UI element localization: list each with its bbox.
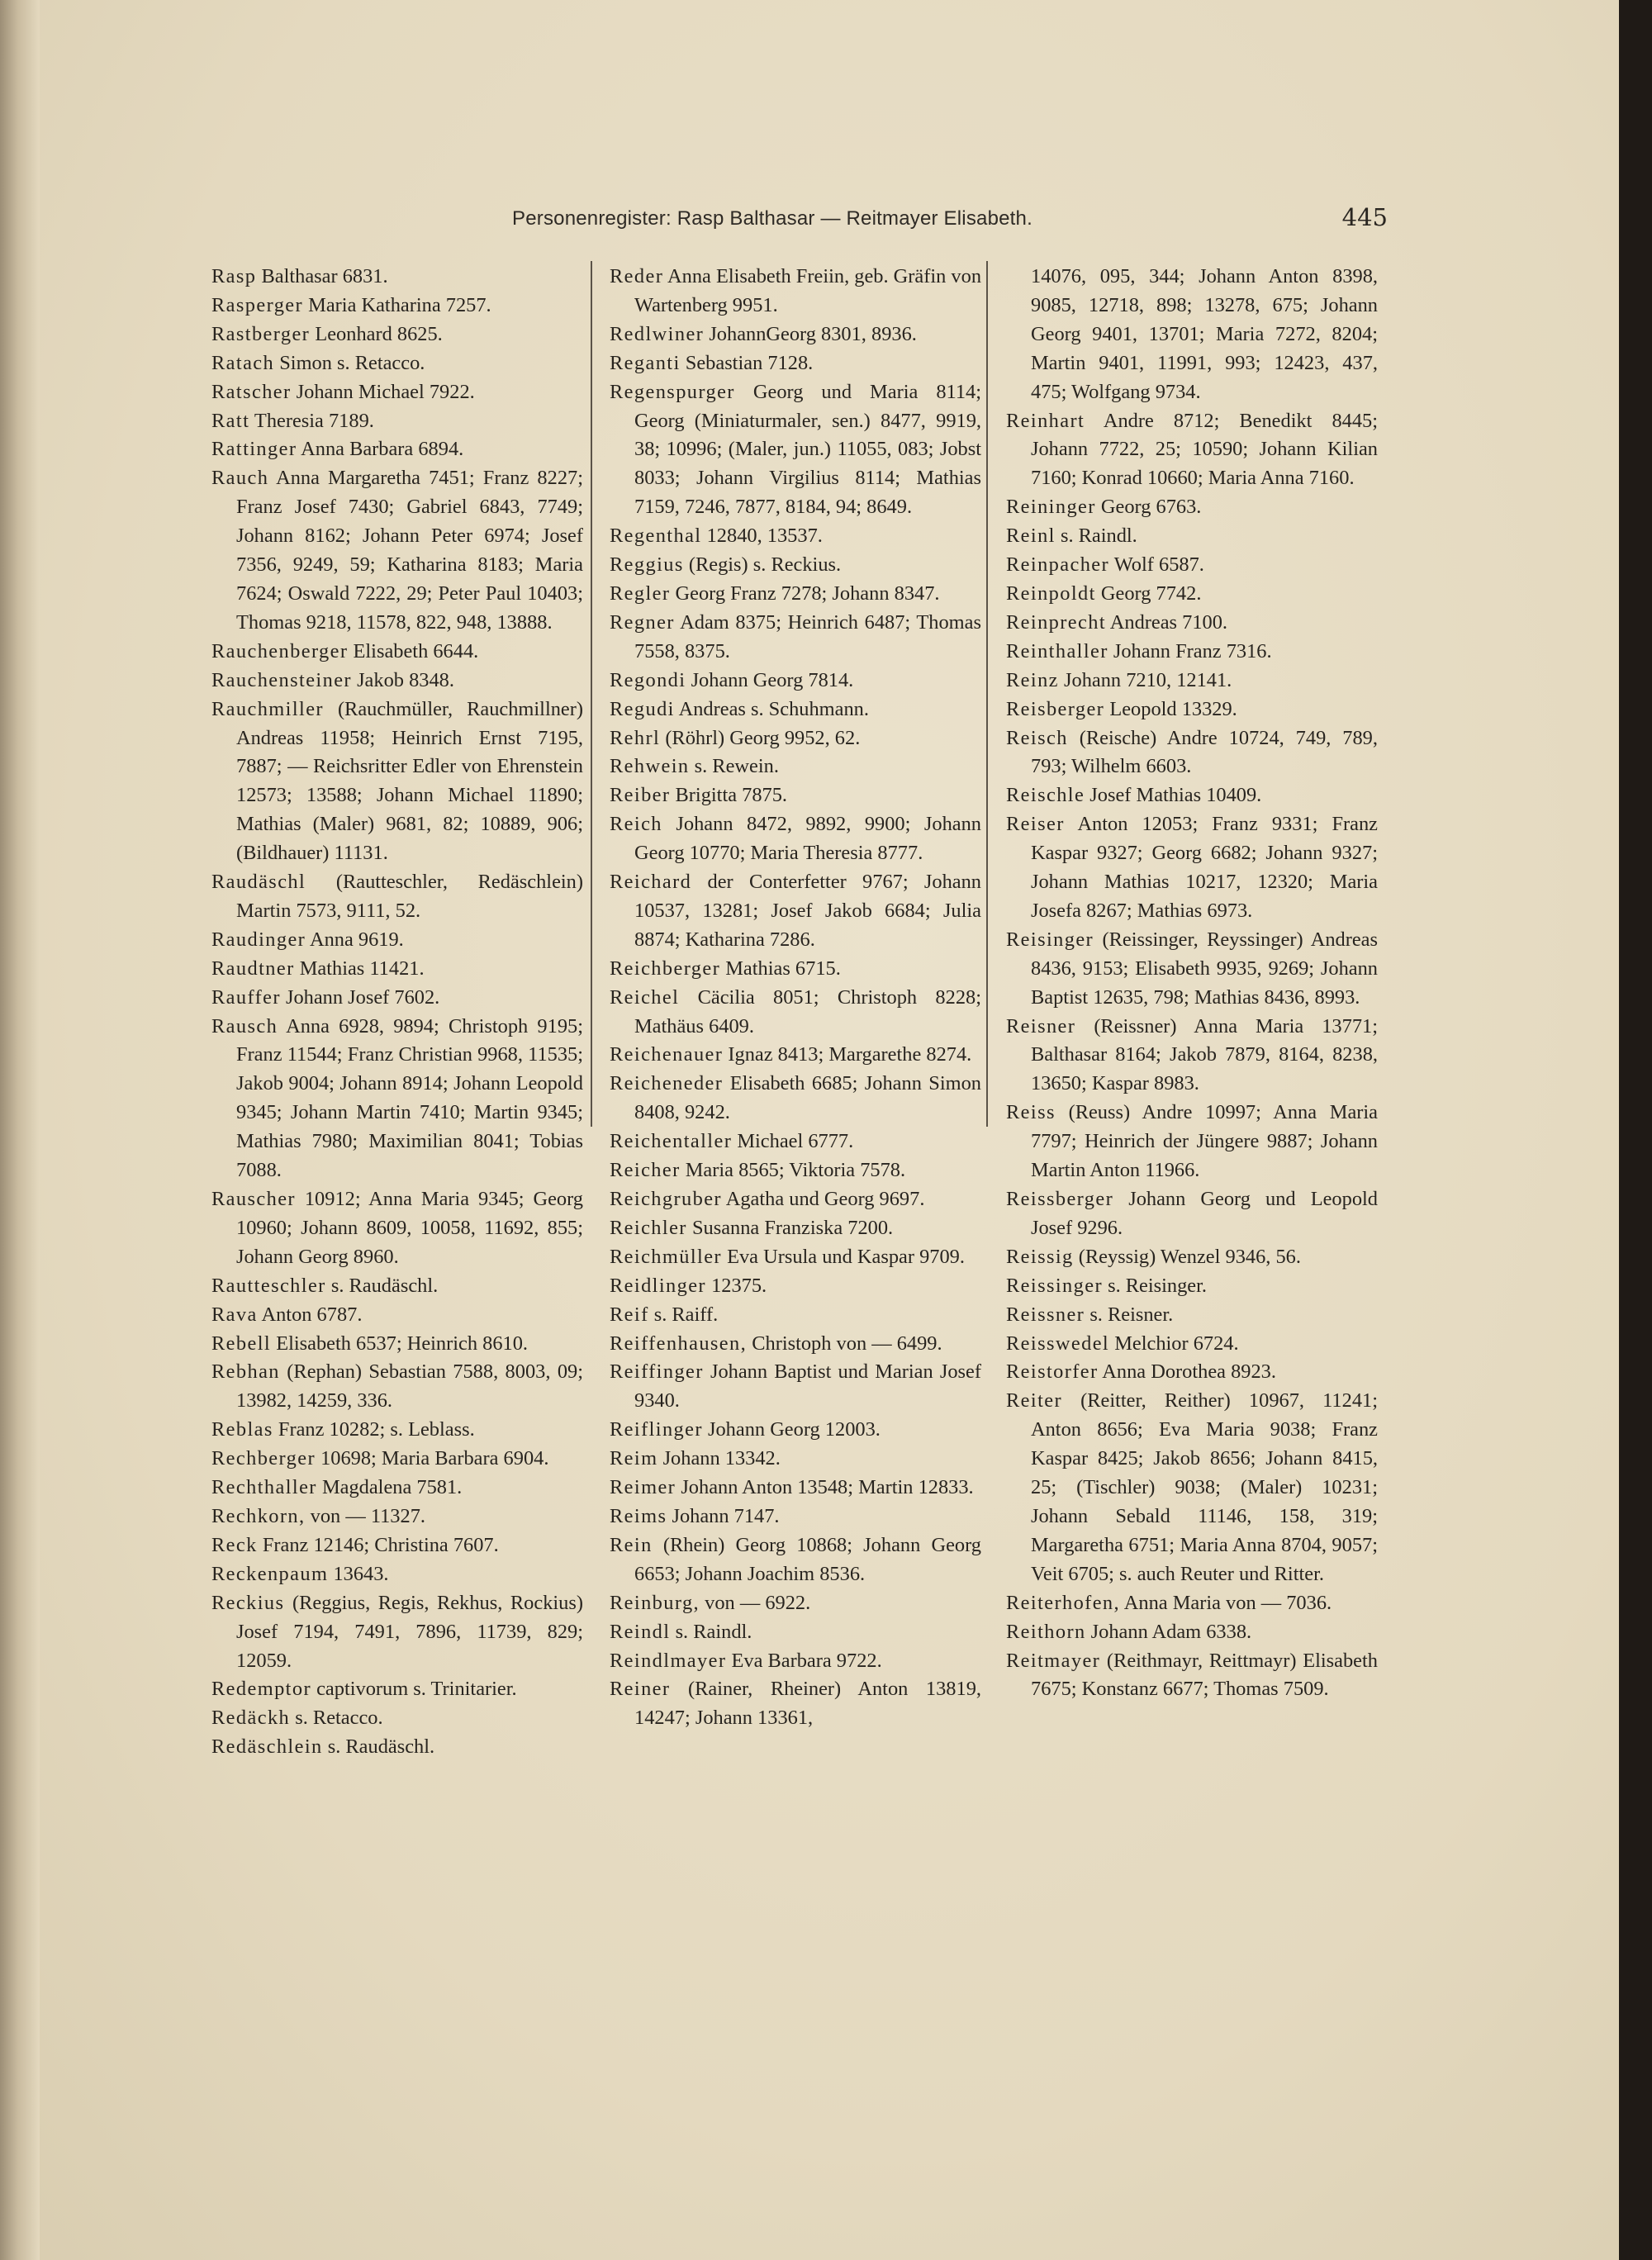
index-entry: [1006, 781, 1378, 810]
index-entry: [211, 984, 583, 1013]
index-entry: [1006, 1647, 1378, 1705]
index-entry: [211, 1013, 583, 1185]
entry-references: s. Reisinger.: [1108, 1274, 1208, 1297]
entry-references: Johann 7210, 12141.: [1064, 668, 1232, 691]
entry-surname: Regenspurger: [610, 380, 735, 403]
entry-surname: Reggius: [610, 553, 684, 577]
index-entry: [211, 667, 583, 696]
index-entry: [610, 1156, 981, 1185]
entry-references: Georg Franz 7278; Johann 8347.: [675, 582, 940, 605]
entry-references: Anna Margaretha 7451; Franz 8227; Franz Josef 7430; Gabriel 6843, 7749; Johann 8162; Johann Peter 6974; Josef 7356, 9249, 59; Katharina 8183; Maria 7624; Oswald 7222, 29; Peter Paul 10403; Thomas 9218, 11578, 822, 948, 13888.: [236, 467, 583, 634]
index-entry: [610, 724, 981, 753]
entry-references: 10912; Anna Maria 9345; Georg 10960; Johann 8609, 10058, 11692, 855; Johann Georg 8960.: [236, 1188, 583, 1268]
entry-references: (Reyssig) Wenzel 9346, 56.: [1078, 1245, 1301, 1268]
entry-references: Andreas 7100.: [1109, 610, 1228, 634]
index-entry: [610, 378, 981, 523]
entry-surname: Rautteschler: [211, 1274, 326, 1297]
index-entry: [610, 1272, 981, 1301]
entry-surname: Redäckh: [211, 1707, 291, 1730]
entry-surname: Reischle: [1006, 784, 1085, 807]
entry-references: (Rhein) Georg 10868; Johann Georg 6653; Johann Joachim 8536.: [634, 1533, 981, 1585]
entry-references: Johann 13342.: [662, 1447, 781, 1470]
index-entry: [610, 984, 981, 1042]
entry-surname: Regler: [610, 582, 671, 605]
entry-surname: Reif: [610, 1303, 649, 1326]
entry-references: Anna Barbara 6894.: [301, 438, 464, 461]
entry-references: Ignaz 8413; Margarethe 8274.: [728, 1043, 972, 1066]
index-entry: [610, 1214, 981, 1243]
entry-surname: Raudinger: [211, 928, 306, 951]
index-entry: [610, 349, 981, 378]
entry-references: s. Raindl.: [1060, 525, 1137, 548]
index-entry: [211, 1675, 583, 1704]
index-entry: [1006, 580, 1378, 609]
entry-references: captivorum s. Trinitarier.: [316, 1678, 517, 1701]
entry-surname: Rasperger: [211, 293, 304, 316]
index-entry: [610, 781, 981, 810]
entry-surname: Rechthaller: [211, 1476, 317, 1499]
index-entry: [1006, 810, 1378, 926]
index-entry: [610, 1185, 981, 1214]
index-entry: [610, 1675, 981, 1733]
running-title: Personenregister: Rasp Balthasar — Reitmayer Elisabeth.: [512, 207, 1032, 230]
entry-references: (Regis) s. Reckius.: [688, 553, 842, 577]
entry-references: 13643.: [333, 1562, 389, 1585]
entry-references: s. Raudäschl.: [330, 1274, 439, 1297]
entry-references: Jakob 8348.: [357, 668, 454, 691]
entry-references: s. Raudäschl.: [327, 1735, 435, 1759]
index-column-3: [1006, 263, 1378, 1704]
entry-references: (Reitter, Reither) 10967, 11241; Anton 8656; Eva Maria 9038; Franz Kaspar 8425; Jakob 8656; Johann 8415, 25; (Tischler) 9038; (Maler) 10231; Johann Sebald 11146, 158, 319; Margaretha 6751; Maria Anna 8704, 9057; Veit 6705; s. auch Reuter und Ritter.: [1031, 1389, 1378, 1585]
entry-references: Anna Elisabeth Freiin, geb. Gräfin von Wartenberg 9951.: [634, 265, 982, 316]
index-entry: [211, 1445, 583, 1474]
entry-surname: Rein: [610, 1533, 653, 1556]
entry-references: Simon s. Retacco.: [279, 351, 425, 374]
entry-surname: Reinhart: [1006, 409, 1085, 432]
entry-references: Johann Georg 12003.: [708, 1418, 881, 1441]
dark-scan-edge: [1619, 0, 1652, 2260]
entry-surname: Regudi: [610, 697, 675, 720]
entry-references: Anna Maria von — 7036.: [1123, 1591, 1332, 1614]
entry-references: Leonhard 8625.: [315, 322, 443, 345]
entry-references: (Reithmayr, Reittmayr) Elisabeth 7675; Konstanz 6677; Thomas 7509.: [1031, 1649, 1378, 1701]
index-entry: [211, 1301, 583, 1330]
index-entry: [211, 1733, 583, 1762]
entry-references: von — 6922.: [705, 1591, 811, 1614]
index-entry: [610, 1128, 981, 1156]
index-entry: [610, 1531, 981, 1589]
entry-surname: Reinprecht: [1006, 610, 1107, 634]
entry-references: s. Rewein.: [694, 755, 779, 778]
entry-references: der Conterfetter 9767; Johann 10537, 13281; Josef Jakob 6684; Julia 8874; Katharina 7286.: [634, 871, 981, 951]
index-entry: [1006, 263, 1378, 407]
index-entry: [610, 753, 981, 781]
entry-references: Elisabeth 6685; Johann Simon 8408, 9242.: [634, 1072, 981, 1124]
entry-surname: Rasp: [211, 265, 257, 287]
index-entry: [211, 1474, 583, 1503]
entry-references: 10698; Maria Barbara 6904.: [320, 1447, 549, 1470]
entry-surname: Reiber: [610, 784, 671, 807]
entry-surname: Reiffinger: [610, 1360, 704, 1384]
entry-references: s. Reisner.: [1089, 1303, 1174, 1326]
entry-references: (Reische) Andre 10724, 749, 789, 793; Wilhelm 6603.: [1031, 726, 1378, 778]
entry-surname: Reckius: [211, 1591, 285, 1614]
entry-references: Theresia 7189.: [254, 409, 374, 432]
entry-references: Johann Georg und Leopold Josef 9296.: [1031, 1188, 1378, 1239]
index-entry: [610, 696, 981, 724]
entry-references: Johann Adam 6338.: [1090, 1620, 1252, 1643]
entry-surname: Regenthal: [610, 525, 702, 548]
index-entry: [610, 1647, 981, 1676]
index-entry: [211, 638, 583, 667]
entry-references: Leopold 13329.: [1109, 697, 1237, 720]
entry-surname: Rauchensteiner: [211, 668, 352, 691]
page-header: [206, 203, 1388, 238]
entry-references: Wolf 6587.: [1113, 553, 1204, 577]
entry-references: (Reissner) Anna Maria 13771; Balthasar 8164; Jakob 7879, 8164, 8238, 13650; Kaspar 8983.: [1031, 1014, 1378, 1095]
entry-references: JohannGeorg 8301, 8936.: [709, 322, 917, 345]
index-entry: [1006, 493, 1378, 522]
entry-surname: Reistorfer: [1006, 1360, 1099, 1384]
entry-surname: Reicheneder: [610, 1072, 724, 1095]
entry-surname: Rehwein: [610, 755, 690, 778]
index-entry: [211, 407, 583, 436]
entry-surname: Reiterhofen,: [1006, 1591, 1121, 1614]
entry-references: Agatha und Georg 9697.: [725, 1188, 925, 1210]
index-entry: [610, 1330, 981, 1359]
index-entry: [1006, 1272, 1378, 1301]
entry-surname: Rehrl: [610, 726, 661, 749]
index-entry: [211, 868, 583, 926]
column-divider: [591, 261, 592, 1127]
entry-references: (Reissinger, Reyssinger) Andreas 8436, 9153; Elisabeth 9935, 9269; Johann Baptist 12635, 798; Mathias 8436, 8993.: [1031, 928, 1378, 1009]
entry-references: Anna Dorothea 8923.: [1102, 1360, 1276, 1384]
index-entry: [1006, 696, 1378, 724]
index-entry: [1006, 1618, 1378, 1647]
index-entry: [1006, 1013, 1378, 1099]
index-entry: [211, 320, 583, 349]
entry-references: Johann Franz 7316.: [1113, 639, 1272, 662]
entry-references: Elisabeth 6644.: [353, 639, 479, 662]
entry-references: Maria Katharina 7257.: [308, 293, 491, 316]
entry-references: von — 11327.: [310, 1504, 425, 1527]
entry-surname: Reissner: [1006, 1303, 1085, 1326]
index-entry: [211, 955, 583, 984]
entry-surname: Regondi: [610, 668, 686, 691]
entry-references: Franz 10282; s. Leblass.: [278, 1418, 475, 1441]
entry-surname: Reiser: [1006, 813, 1065, 836]
index-entry: [1006, 667, 1378, 696]
entry-references: Johann 7147.: [672, 1504, 780, 1527]
index-entry: [1006, 551, 1378, 580]
entry-references: (Rephan) Sebastian 7588, 8003, 09; 13982, 14259, 336.: [236, 1360, 583, 1412]
index-entry: [610, 1618, 981, 1647]
entry-surname: Reisinger: [1006, 928, 1094, 951]
entry-surname: Reims: [610, 1504, 667, 1527]
entry-surname: Reisswedel: [1006, 1332, 1110, 1355]
entry-surname: Reichler: [610, 1216, 687, 1239]
page-number: 445: [1341, 203, 1388, 231]
index-entry: [211, 1704, 583, 1733]
index-entry: [610, 868, 981, 955]
entry-surname: Rechkorn,: [211, 1504, 306, 1527]
entry-surname: Redlwiner: [610, 322, 705, 345]
index-column-1: [211, 263, 583, 1762]
index-entry: [211, 1531, 583, 1560]
index-entry: [610, 522, 981, 551]
index-entry: [1006, 1330, 1378, 1359]
index-entry: [610, 609, 981, 667]
entry-references: Magdalena 7581.: [321, 1476, 463, 1499]
entry-references: Johann Michael 7922.: [296, 380, 475, 403]
entry-references: Christoph von — 6499.: [752, 1332, 942, 1355]
entry-references: Elisabeth 6537; Heinrich 8610.: [276, 1332, 529, 1355]
entry-references: s. Raiff.: [653, 1303, 719, 1326]
entry-surname: Reinburg,: [610, 1591, 700, 1614]
entry-surname: Reitmayer: [1006, 1649, 1101, 1672]
index-entry: [610, 263, 981, 320]
entry-surname: Rastberger: [211, 322, 311, 345]
entry-surname: Rauchenberger: [211, 639, 349, 662]
entry-surname: Reisner: [1006, 1014, 1076, 1037]
entry-references: Eva Ursula und Kaspar 9709.: [727, 1245, 965, 1268]
entry-surname: Reissig: [1006, 1245, 1074, 1268]
entry-surname: Reiss: [1006, 1101, 1056, 1124]
entry-surname: Reiffenhausen,: [610, 1332, 748, 1355]
index-entry: [1006, 1301, 1378, 1330]
entry-references: Johann 8472, 9892, 9900; Johann Georg 10770; Maria Theresia 8777.: [634, 813, 981, 865]
entry-surname: Rechberger: [211, 1447, 316, 1470]
entry-references: Johann Josef 7602.: [285, 985, 440, 1009]
index-entry: [610, 1070, 981, 1128]
index-entry: [610, 1474, 981, 1503]
index-entry: [1006, 1185, 1378, 1243]
index-entry: [610, 1416, 981, 1445]
entry-surname: Reichel: [610, 985, 680, 1009]
index-entry: [1006, 926, 1378, 1013]
entry-surname: Rebhan: [211, 1360, 280, 1384]
entry-surname: Reichard: [610, 871, 692, 894]
entry-references: Johann Baptist und Marian Josef 9340.: [634, 1360, 981, 1412]
index-entry: [1006, 609, 1378, 638]
index-entry: [211, 1185, 583, 1272]
index-entry: [610, 810, 981, 868]
entry-references: Andre 8712; Benedikt 8445; Johann 7722, 25; 10590; Johann Kilian 7160; Konrad 10660; Maria Anna 7160.: [1031, 409, 1378, 490]
index-entry: [211, 464, 583, 637]
entry-surname: Reininger: [1006, 496, 1096, 519]
entry-references: 14076, 095, 344; Johann Anton 8398, 9085, 12718, 898; 13278, 675; Johann Georg 9401, 13701; Maria 7272, 8204; Martin 9401, 11991, 993; 12423, 437, 475; Wolfgang 9734.: [1031, 265, 1378, 403]
entry-surname: Reissberger: [1006, 1188, 1114, 1210]
index-entry: [610, 551, 981, 580]
entry-references: Adam 8375; Heinrich 6487; Thomas 7558, 8375.: [634, 610, 981, 662]
entry-references: Franz 12146; Christina 7607.: [262, 1533, 499, 1556]
index-entry: [1006, 1099, 1378, 1185]
entry-surname: Rausch: [211, 1014, 278, 1037]
entry-surname: Reisberger: [1006, 697, 1105, 720]
entry-references: Georg und Maria 8114; Georg (Miniaturmaler, sen.) 8477, 9919, 38; 10996; (Maler, jun.) 11055, 083; Jobst 8033; Johann Virgilius 8114; Mathias 7159, 7246, 7877, 8184, 94; 8649.: [634, 380, 981, 519]
index-entry: [211, 1589, 583, 1676]
entry-surname: Ratscher: [211, 380, 292, 403]
entry-surname: Reckenpaum: [211, 1562, 329, 1585]
index-entry: [211, 378, 583, 407]
entry-surname: Redäschlein: [211, 1735, 323, 1759]
index-entry: [610, 1445, 981, 1474]
entry-surname: Reinthaller: [1006, 639, 1108, 662]
index-entry: [211, 349, 583, 378]
entry-surname: Reck: [211, 1533, 258, 1556]
entry-surname: Reichenauer: [610, 1043, 724, 1066]
entry-surname: Reissinger: [1006, 1274, 1103, 1297]
index-entry: [610, 955, 981, 984]
entry-references: (Rautteschler, Redäschlein) Martin 7573, 9111, 52.: [236, 871, 583, 922]
index-entry: [610, 1358, 981, 1416]
entry-surname: Ratt: [211, 409, 250, 432]
entry-references: s. Retacco.: [295, 1707, 383, 1730]
entry-references: Josef Mathias 10409.: [1089, 784, 1262, 807]
entry-references: Maria 8565; Viktoria 7578.: [685, 1159, 906, 1182]
index-entry: [610, 667, 981, 696]
entry-surname: Reichgruber: [610, 1188, 722, 1210]
entry-surname: Reimer: [610, 1476, 676, 1499]
entry-surname: Regner: [610, 610, 675, 634]
entry-surname: Reindl: [610, 1620, 671, 1643]
entry-surname: Redemptor: [211, 1678, 311, 1701]
index-column-2: [610, 263, 981, 1733]
entry-surname: Reblas: [211, 1418, 273, 1441]
entry-references: (Rainer, Rheiner) Anton 13819, 14247; Johann 13361,: [634, 1678, 981, 1730]
entry-references: Johann Anton 13548; Martin 12833.: [681, 1476, 974, 1499]
entry-surname: Reinz: [1006, 668, 1059, 691]
entry-references: s. Raindl.: [675, 1620, 752, 1643]
entry-references: Michael 6777.: [737, 1130, 854, 1153]
index-entry: [610, 1301, 981, 1330]
entry-references: Johann Georg 7814.: [691, 668, 854, 691]
entry-surname: Ratach: [211, 351, 275, 374]
entry-surname: Reicher: [610, 1159, 681, 1182]
entry-references: (Reggius, Regis, Rekhus, Rockius) Josef 7194, 7491, 7896, 11739, 829; 12059.: [236, 1591, 583, 1672]
entry-references: (Rauchmüller, Rauchmillner) Andreas 11958; Heinrich Ernst 7195, 7887; — Reichsritter Edler von Ehrenstein 12573; 13588; Johann Michael 11890; Mathias (Maler) 9681, 82; 10889, 906; (Bildhauer) 11131.: [236, 697, 583, 865]
index-entry: [1006, 638, 1378, 667]
index-entry: [211, 1330, 583, 1359]
entry-surname: Reinpoldt: [1006, 582, 1096, 605]
entry-references: 12840, 13537.: [706, 525, 823, 548]
entry-references: Anton 6787.: [261, 1303, 363, 1326]
entry-surname: Raudtner: [211, 957, 295, 980]
index-entry: [1006, 1387, 1378, 1588]
entry-surname: Reindlmayer: [610, 1649, 727, 1672]
index-entry: [610, 1041, 981, 1070]
entry-surname: Rebell: [211, 1332, 272, 1355]
entry-surname: Rauscher: [211, 1188, 296, 1210]
entry-surname: Reinpacher: [1006, 553, 1110, 577]
index-entry: [610, 320, 981, 349]
entry-references: (Reuss) Andre 10997; Anna Maria 7797; Heinrich der Jüngere 9887; Johann Martin Anton 11966.: [1031, 1101, 1378, 1182]
index-entry: [1006, 724, 1378, 782]
entry-surname: Rauchmiller: [211, 697, 324, 720]
index-entry: [1006, 407, 1378, 494]
index-entry: [211, 926, 583, 955]
index-entry: [610, 1243, 981, 1272]
index-entry: [1006, 1243, 1378, 1272]
entry-references: Eva Barbara 9722.: [731, 1649, 882, 1672]
entry-surname: Reithorn: [1006, 1620, 1086, 1643]
entry-surname: Reinl: [1006, 525, 1056, 548]
entry-surname: Reichberger: [610, 957, 721, 980]
index-entry: [211, 1358, 583, 1416]
entry-references: Sebastian 7128.: [685, 351, 814, 374]
entry-surname: Reichentaller: [610, 1130, 733, 1153]
entry-references: Georg 7742.: [1100, 582, 1202, 605]
index-entry: [211, 1503, 583, 1531]
entry-surname: Reisch: [1006, 726, 1068, 749]
entry-surname: Reich: [610, 813, 662, 836]
index-entry: [211, 1560, 583, 1589]
entry-references: Cäcilia 8051; Christoph 8228; Mathäus 6409.: [634, 985, 981, 1037]
index-entry: [211, 435, 583, 464]
entry-surname: Rauffer: [211, 985, 281, 1009]
entry-references: Anna 9619.: [309, 928, 404, 951]
entry-surname: Reganti: [610, 351, 681, 374]
entry-surname: Reim: [610, 1447, 658, 1470]
index-entry: [1006, 522, 1378, 551]
entry-references: Mathias 6715.: [725, 957, 841, 980]
entry-surname: Reiner: [610, 1678, 671, 1701]
index-entry: [211, 263, 583, 292]
entry-references: Anton 12053; Franz 9331; Franz Kaspar 9327; Georg 6682; Johann 9327; Johann Mathias 10217, 12320; Maria Josefa 8267; Mathias 6973.: [1031, 813, 1378, 922]
entry-references: (Röhrl) Georg 9952, 62.: [665, 726, 861, 749]
entry-surname: Rattinger: [211, 438, 297, 461]
entry-references: Melchior 6724.: [1114, 1332, 1239, 1355]
entry-surname: Reidlinger: [610, 1274, 706, 1297]
entry-references: Andreas s. Schuhmann.: [678, 697, 869, 720]
entry-surname: Reiflinger: [610, 1418, 703, 1441]
index-entry: [211, 1416, 583, 1445]
index-entry: [610, 1503, 981, 1531]
entry-references: Susanna Franziska 7200.: [691, 1216, 894, 1239]
entry-surname: Reiter: [1006, 1389, 1062, 1412]
index-entry: [610, 1589, 981, 1618]
entry-references: Mathias 11421.: [299, 957, 425, 980]
entry-references: Anna 6928, 9894; Christoph 9195; Franz 11544; Franz Christian 9968, 11535; Jakob 9004; Johann 8914; Johann Leopold 9345; Johann Martin 7410; Martin 9345; Mathias 7980; Maximilian 8041; Tobias 7088.: [236, 1014, 583, 1182]
entry-surname: Rauch: [211, 467, 269, 490]
index-entry: [610, 580, 981, 609]
column-divider: [986, 261, 988, 1127]
entry-references: 12375.: [711, 1274, 767, 1297]
index-entry: [1006, 1358, 1378, 1387]
entry-surname: Reder: [610, 265, 664, 287]
entry-references: Georg 6763.: [1100, 496, 1202, 519]
index-entry: [211, 292, 583, 320]
index-entry: [211, 1272, 583, 1301]
entry-surname: Reichmüller: [610, 1245, 722, 1268]
index-entry: [1006, 1589, 1378, 1618]
entry-surname: Rava: [211, 1303, 258, 1326]
entry-references: Brigitta 7875.: [675, 784, 788, 807]
entry-surname: Raudäschl: [211, 871, 306, 894]
index-entry: [211, 696, 583, 868]
entry-references: Balthasar 6831.: [261, 265, 388, 287]
page-gutter-shadow: [0, 0, 40, 2260]
